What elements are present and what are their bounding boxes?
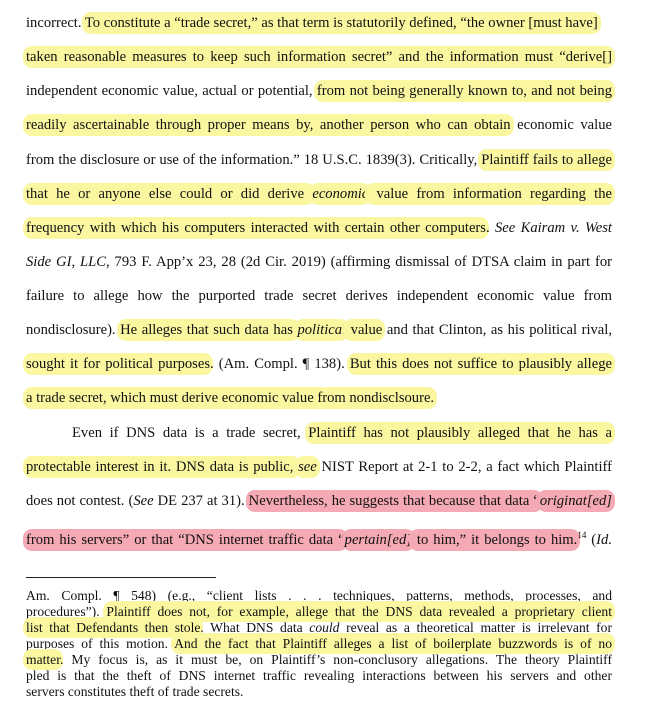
highlighted-text: economic [312, 186, 369, 202]
body-line [26, 14, 612, 32]
text-span: Even if DNS data is a trade secret, [72, 425, 309, 441]
highlighted-text: taken reasonable measures to keep such information secret” and the information must “derive[] [26, 49, 612, 65]
text-span: economic value [510, 117, 612, 133]
text-span: pled is that the theft of DNS internet traffic revealing interactions between his servers and other [26, 668, 612, 683]
body-line [26, 185, 612, 203]
text-span: . (Am. Compl. ¶ 138). [210, 356, 350, 372]
footnote-line [26, 652, 612, 668]
highlighted-text: political [297, 322, 347, 338]
text-span: independent economic value, actual or potential, [26, 83, 317, 99]
text-span: ( [586, 532, 597, 548]
text-span: nondisclosure). [26, 322, 121, 338]
footnote-line [26, 668, 612, 684]
body-line [26, 219, 612, 237]
highlighted-text: originat[ed] [539, 493, 612, 509]
text-span: and that Clinton, as his political rival, [382, 322, 612, 338]
footnote-line [26, 588, 612, 604]
text-span: . What DNS data [200, 620, 310, 635]
highlighted-text: readily ascertainable through proper means by, another person who can obtain [26, 117, 511, 133]
text-span: NIST Report at 2-1 to 2-2, a fact which Plaintiff [316, 459, 613, 475]
body-line [26, 526, 612, 549]
footnote-line [26, 604, 612, 620]
text-span: Id. [596, 532, 612, 548]
highlighted-text: from his servers” or that “DNS internet traffic data “ [26, 532, 345, 548]
body-line [26, 151, 612, 169]
footnote-separator [26, 577, 216, 578]
highlighted-text: pertain[ed] [344, 532, 412, 548]
body-line [26, 48, 612, 66]
body-line [26, 389, 612, 407]
text-span: See Kairam v. West [494, 220, 612, 236]
highlighted-text: Plaintiff has not plausibly alleged that he has a [308, 425, 613, 441]
text-span: incorrect. [26, 15, 85, 31]
highlighted-text: frequency with which his computers interacted with certain other computers [26, 220, 486, 236]
body-line [26, 492, 612, 510]
text-span: reveal as a theoretical matter is irrelevant for [339, 620, 612, 635]
highlighted-text: value from information regarding the [368, 186, 612, 202]
highlighted-text: to him,” it belongs to him. [411, 532, 578, 548]
highlighted-text: Plaintiff does not, for example, allege that the DNS data revealed a proprietary client [106, 604, 612, 619]
body-line [26, 287, 612, 305]
footnote-line [26, 620, 612, 636]
text-span: failure to allege how the purported trade secret derives independent economic value from [26, 288, 612, 304]
highlighted-text: But this does not suffice to plausibly allege [349, 356, 612, 372]
highlighted-text: a trade secret, which must derive economic value from nondisclsoure. [26, 390, 435, 406]
highlighted-text: And the fact that Plaintiff alleges a list of boilerplate buzzwords is of no [174, 636, 612, 651]
highlighted-text: from not being generally known to, and not being [316, 83, 612, 99]
body-line [26, 321, 612, 339]
text-span: . [485, 220, 495, 236]
body-line [26, 82, 612, 100]
body-line [72, 424, 612, 442]
footnote-line [26, 684, 612, 700]
highlighted-text: To constitute a “trade secret,” as that term is statutorily defined, “the owner [must have] [84, 15, 598, 31]
text-span: Side GI, LLC [26, 254, 106, 270]
body-line [26, 253, 612, 271]
highlighted-text: sought it for political purposes [26, 356, 211, 372]
text-span: from the disclosure or use of the information.” 18 U.S.C. 1839(3). Critically, [26, 152, 482, 168]
highlighted-text: value [346, 322, 383, 338]
text-span: , 793 F. App’x 23, 28 (2d Cir. 2019) (affirming dismissal of DTSA claim in part for [105, 254, 612, 270]
text-span: Am. Compl. ¶ 548) (e.g., “client lists . . . techniques, patterns, methods, processes, and [26, 588, 612, 603]
highlighted-text: that he or anyone else could or did derive [26, 186, 313, 202]
text-span: DE 237 at 31). [153, 493, 249, 509]
highlighted-text: Nevertheless, he suggests that because that data “ [248, 493, 540, 509]
text-span: does not contest. ( [26, 493, 134, 509]
text-span: procedures”). [26, 604, 107, 619]
highlighted-text: Plaintiff fails to allege [481, 152, 613, 168]
footnote-marker: 14 [577, 530, 587, 540]
highlighted-text: see [298, 459, 317, 475]
highlighted-text: protectable interest in it. DNS data is public, [26, 459, 299, 475]
body-line [26, 355, 612, 373]
highlighted-text: matter [26, 652, 60, 667]
text-span: . My focus is, as it must be, on Plaintiff’s non-conclusory allegations. The theory Plaintiff [59, 652, 612, 667]
text-span: See [133, 493, 154, 509]
body-line [26, 458, 612, 476]
highlighted-text: list that Defendants then stole [26, 620, 201, 635]
text-span: servers constitutes theft of trade secrets. [26, 684, 244, 699]
body-line [26, 116, 612, 134]
highlighted-text: He alleges that such data has [120, 322, 298, 338]
text-span: could [309, 620, 340, 635]
text-span: purposes of this motion. [26, 636, 175, 651]
footnote-line [26, 636, 612, 652]
